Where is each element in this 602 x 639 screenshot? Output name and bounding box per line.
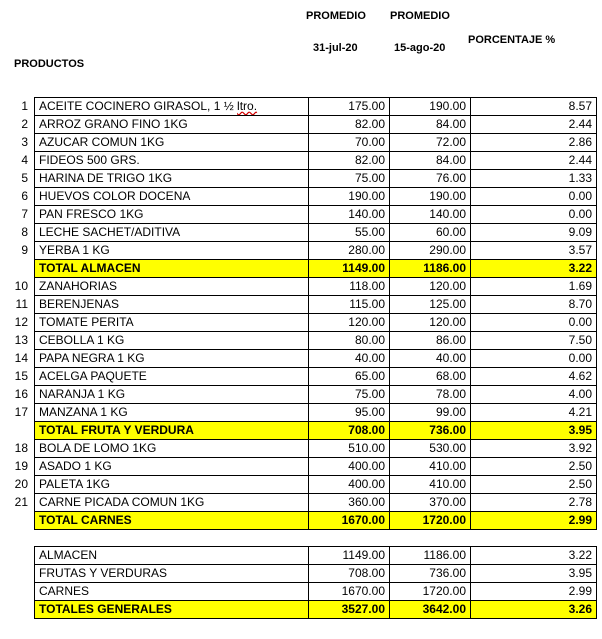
row-number: 7 xyxy=(21,207,28,221)
summary-percentage: 3.26 xyxy=(471,601,597,619)
price-jul: 360.00 xyxy=(309,494,390,512)
price-ago: 84.00 xyxy=(390,116,471,134)
product-row xyxy=(2,134,597,152)
percentage: 4.00 xyxy=(471,386,597,404)
row-number: 20 xyxy=(14,477,28,491)
product-name xyxy=(35,134,309,152)
percentage: 3.57 xyxy=(471,242,597,260)
price-ago: 120.00 xyxy=(390,278,471,296)
percentage: 2.78 xyxy=(471,494,597,512)
summary-percentage: 3.95 xyxy=(471,565,597,583)
product-name-text: ACELGA PAQUETE xyxy=(39,369,147,383)
price-ago: 72.00 xyxy=(390,134,471,152)
product-name-text: ASADO 1 KG xyxy=(39,459,112,473)
price-jul: 95.00 xyxy=(309,404,390,422)
percentage: 2.99 xyxy=(471,512,597,530)
price-jul: 82.00 xyxy=(309,116,390,134)
percentage: 2.44 xyxy=(471,116,597,134)
product-row xyxy=(2,188,597,206)
price-jul: 510.00 xyxy=(309,440,390,458)
price-jul: 80.00 xyxy=(309,332,390,350)
summary-percentage: 3.22 xyxy=(471,547,597,565)
product-name xyxy=(35,98,309,116)
percentage: 8.57 xyxy=(471,98,597,116)
price-ago: 60.00 xyxy=(390,224,471,242)
percentage: 8.70 xyxy=(471,296,597,314)
summary-name: TOTALES GENERALES xyxy=(35,601,309,619)
product-name-text: TOTAL CARNES xyxy=(39,513,132,527)
percentage: 4.62 xyxy=(471,368,597,386)
header-promedio-1: PROMEDIO xyxy=(306,10,366,22)
summary-name: CARNES xyxy=(35,583,309,601)
product-name xyxy=(35,224,309,242)
row-number: 21 xyxy=(14,495,28,509)
summary-row xyxy=(2,565,597,583)
price-ago: 290.00 xyxy=(390,242,471,260)
summary-jul: 708.00 xyxy=(309,565,390,583)
price-ago: 76.00 xyxy=(390,170,471,188)
row-number: 1 xyxy=(21,99,28,113)
product-row xyxy=(2,332,597,350)
summary-row xyxy=(2,547,597,565)
percentage: 3.22 xyxy=(471,260,597,278)
row-number-empty xyxy=(2,547,35,565)
row-number: 16 xyxy=(14,387,28,401)
percentage: 9.09 xyxy=(471,224,597,242)
header-date-2: 15-ago-20 xyxy=(394,42,446,54)
price-jul: 1670.00 xyxy=(309,512,390,530)
product-name xyxy=(35,206,309,224)
products-table xyxy=(2,97,597,530)
summary-percentage: 2.99 xyxy=(471,583,597,601)
summary-ago: 1186.00 xyxy=(390,547,471,565)
product-name-text: TOTAL FRUTA Y VERDURA xyxy=(39,423,194,437)
product-name-text: NARANJA 1 KG xyxy=(39,387,126,401)
price-ago: 68.00 xyxy=(390,368,471,386)
price-ago: 84.00 xyxy=(390,152,471,170)
row-number: 13 xyxy=(14,333,28,347)
product-name xyxy=(35,404,309,422)
price-jul: 708.00 xyxy=(309,422,390,440)
price-jul: 120.00 xyxy=(309,314,390,332)
product-name xyxy=(35,152,309,170)
product-row xyxy=(2,404,597,422)
percentage: 7.50 xyxy=(471,332,597,350)
price-jul: 75.00 xyxy=(309,170,390,188)
product-row xyxy=(2,296,597,314)
product-name xyxy=(35,476,309,494)
price-ago: 410.00 xyxy=(390,476,471,494)
price-ago: 530.00 xyxy=(390,440,471,458)
product-name-text: CARNE PICADA COMUN 1KG xyxy=(39,495,205,509)
price-ago: 1720.00 xyxy=(390,512,471,530)
summary-jul: 1149.00 xyxy=(309,547,390,565)
product-row xyxy=(2,242,597,260)
price-ago: 40.00 xyxy=(390,350,471,368)
row-number xyxy=(2,422,35,440)
summary-jul: 1670.00 xyxy=(309,583,390,601)
price-ago: 370.00 xyxy=(390,494,471,512)
product-name xyxy=(35,170,309,188)
percentage: 1.33 xyxy=(471,170,597,188)
price-jul: 400.00 xyxy=(309,458,390,476)
summary-row xyxy=(2,583,597,601)
product-name-text: ZANAHORIAS xyxy=(39,279,118,293)
product-name-text: PAN FRESCO 1KG xyxy=(39,207,144,221)
price-ago: 736.00 xyxy=(390,422,471,440)
price-jul: 75.00 xyxy=(309,386,390,404)
price-jul: 140.00 xyxy=(309,206,390,224)
price-ago: 1186.00 xyxy=(390,260,471,278)
product-name-text: AZUCAR COMUN 1KG xyxy=(39,135,165,149)
product-name-text: CEBOLLA 1 KG xyxy=(39,333,125,347)
row-number: 18 xyxy=(14,441,28,455)
product-name-text: ARROZ GRANO FINO 1KG xyxy=(39,117,188,131)
price-ago: 190.00 xyxy=(390,188,471,206)
percentage: 2.50 xyxy=(471,458,597,476)
product-name xyxy=(35,314,309,332)
price-ago: 120.00 xyxy=(390,314,471,332)
product-row xyxy=(2,206,597,224)
percentage: 3.95 xyxy=(471,422,597,440)
row-number: 3 xyxy=(21,135,28,149)
price-jul: 118.00 xyxy=(309,278,390,296)
row-number: 6 xyxy=(21,189,28,203)
product-name-text: BERENJENAS xyxy=(39,297,120,311)
product-name-text: TOMATE PERITA xyxy=(39,315,134,329)
price-jul: 190.00 xyxy=(309,188,390,206)
price-ago: 190.00 xyxy=(390,98,471,116)
total-row xyxy=(2,422,597,440)
row-number: 19 xyxy=(14,459,28,473)
product-name xyxy=(35,386,309,404)
summary-ago: 736.00 xyxy=(390,565,471,583)
price-ago: 78.00 xyxy=(390,386,471,404)
product-name xyxy=(35,116,309,134)
product-name xyxy=(35,188,309,206)
product-row xyxy=(2,152,597,170)
product-row xyxy=(2,98,597,116)
row-number: 10 xyxy=(14,279,28,293)
product-name-text: MANZANA 1 KG xyxy=(39,405,128,419)
percentage: 1.69 xyxy=(471,278,597,296)
percentage: 0.00 xyxy=(471,206,597,224)
product-name xyxy=(35,440,309,458)
price-ago: 125.00 xyxy=(390,296,471,314)
row-number: 12 xyxy=(14,315,28,329)
row-number: 15 xyxy=(14,369,28,383)
product-name xyxy=(35,278,309,296)
product-row xyxy=(2,314,597,332)
price-ago: 410.00 xyxy=(390,458,471,476)
row-number-empty xyxy=(2,565,35,583)
product-row xyxy=(2,386,597,404)
product-name xyxy=(35,368,309,386)
total-label xyxy=(35,512,309,530)
row-number: 4 xyxy=(21,153,28,167)
header-productos: PRODUCTOS xyxy=(14,58,85,70)
row-number xyxy=(2,260,35,278)
product-row xyxy=(2,224,597,242)
product-name xyxy=(35,458,309,476)
price-jul: 1149.00 xyxy=(309,260,390,278)
product-name xyxy=(35,296,309,314)
percentage: 2.86 xyxy=(471,134,597,152)
price-jul: 55.00 xyxy=(309,224,390,242)
price-ago: 86.00 xyxy=(390,332,471,350)
price-jul: 82.00 xyxy=(309,152,390,170)
summary-ago: 3642.00 xyxy=(390,601,471,619)
product-name-text: PAPA NEGRA 1 KG xyxy=(39,351,145,365)
row-number: 14 xyxy=(14,351,28,365)
product-name xyxy=(35,350,309,368)
product-row xyxy=(2,440,597,458)
product-name-text: HUEVOS COLOR DOCENA xyxy=(39,189,191,203)
product-row xyxy=(2,368,597,386)
total-label xyxy=(35,422,309,440)
product-row xyxy=(2,278,597,296)
product-name-text: BOLA DE LOMO 1KG xyxy=(39,441,157,455)
total-row xyxy=(2,512,597,530)
header-porcentaje: PORCENTAJE % xyxy=(468,34,556,46)
row-number: 17 xyxy=(14,405,28,419)
product-name-text: HARINA DE TRIGO 1KG xyxy=(39,171,173,185)
price-ago: 140.00 xyxy=(390,206,471,224)
product-row xyxy=(2,458,597,476)
row-number: 5 xyxy=(21,171,28,185)
product-name-text: LECHE SACHET/ADITIVA xyxy=(39,225,181,239)
product-name-text: TOTAL ALMACEN xyxy=(39,261,141,275)
summary-name: ALMACEN xyxy=(35,547,309,565)
product-name-text: PALETA 1KG xyxy=(39,477,110,491)
row-number: 11 xyxy=(15,297,28,311)
row-number: 2 xyxy=(21,117,28,131)
product-name-text: FIDEOS 500 GRS. xyxy=(39,153,140,167)
summary-jul: 3527.00 xyxy=(309,601,390,619)
product-name xyxy=(35,494,309,512)
product-row xyxy=(2,476,597,494)
summary-ago: 1720.00 xyxy=(390,583,471,601)
price-jul: 115.00 xyxy=(309,296,390,314)
row-number: 9 xyxy=(21,243,28,257)
product-name xyxy=(35,242,309,260)
percentage: 2.50 xyxy=(471,476,597,494)
summary-table xyxy=(2,546,597,619)
percentage: 3.92 xyxy=(471,440,597,458)
price-jul: 175.00 xyxy=(309,98,390,116)
price-jul: 65.00 xyxy=(309,368,390,386)
percentage: 2.44 xyxy=(471,152,597,170)
product-name-tail: ltro. xyxy=(237,99,258,113)
total-label xyxy=(35,260,309,278)
price-jul: 400.00 xyxy=(309,476,390,494)
percentage: 4.21 xyxy=(471,404,597,422)
summary-name: FRUTAS Y VERDURAS xyxy=(35,565,309,583)
product-row xyxy=(2,494,597,512)
header-promedio-2: PROMEDIO xyxy=(390,10,450,22)
product-name xyxy=(35,332,309,350)
row-number xyxy=(2,512,35,530)
row-number-empty xyxy=(2,601,35,619)
total-row xyxy=(2,260,597,278)
price-jul: 40.00 xyxy=(309,350,390,368)
price-jul: 280.00 xyxy=(309,242,390,260)
row-number: 8 xyxy=(21,225,28,239)
summary-total-row xyxy=(2,601,597,619)
header-date-1: 31-jul-20 xyxy=(313,42,358,54)
product-row xyxy=(2,116,597,134)
price-jul: 70.00 xyxy=(309,134,390,152)
percentage: 0.00 xyxy=(471,314,597,332)
row-number-empty xyxy=(2,583,35,601)
price-ago: 99.00 xyxy=(390,404,471,422)
product-row xyxy=(2,350,597,368)
percentage: 0.00 xyxy=(471,188,597,206)
percentage: 0.00 xyxy=(471,350,597,368)
product-name-text: YERBA 1 KG xyxy=(39,243,110,257)
product-row xyxy=(2,170,597,188)
product-name-text: ACEITE COCINERO GIRASOL, 1 ½ xyxy=(39,99,238,113)
